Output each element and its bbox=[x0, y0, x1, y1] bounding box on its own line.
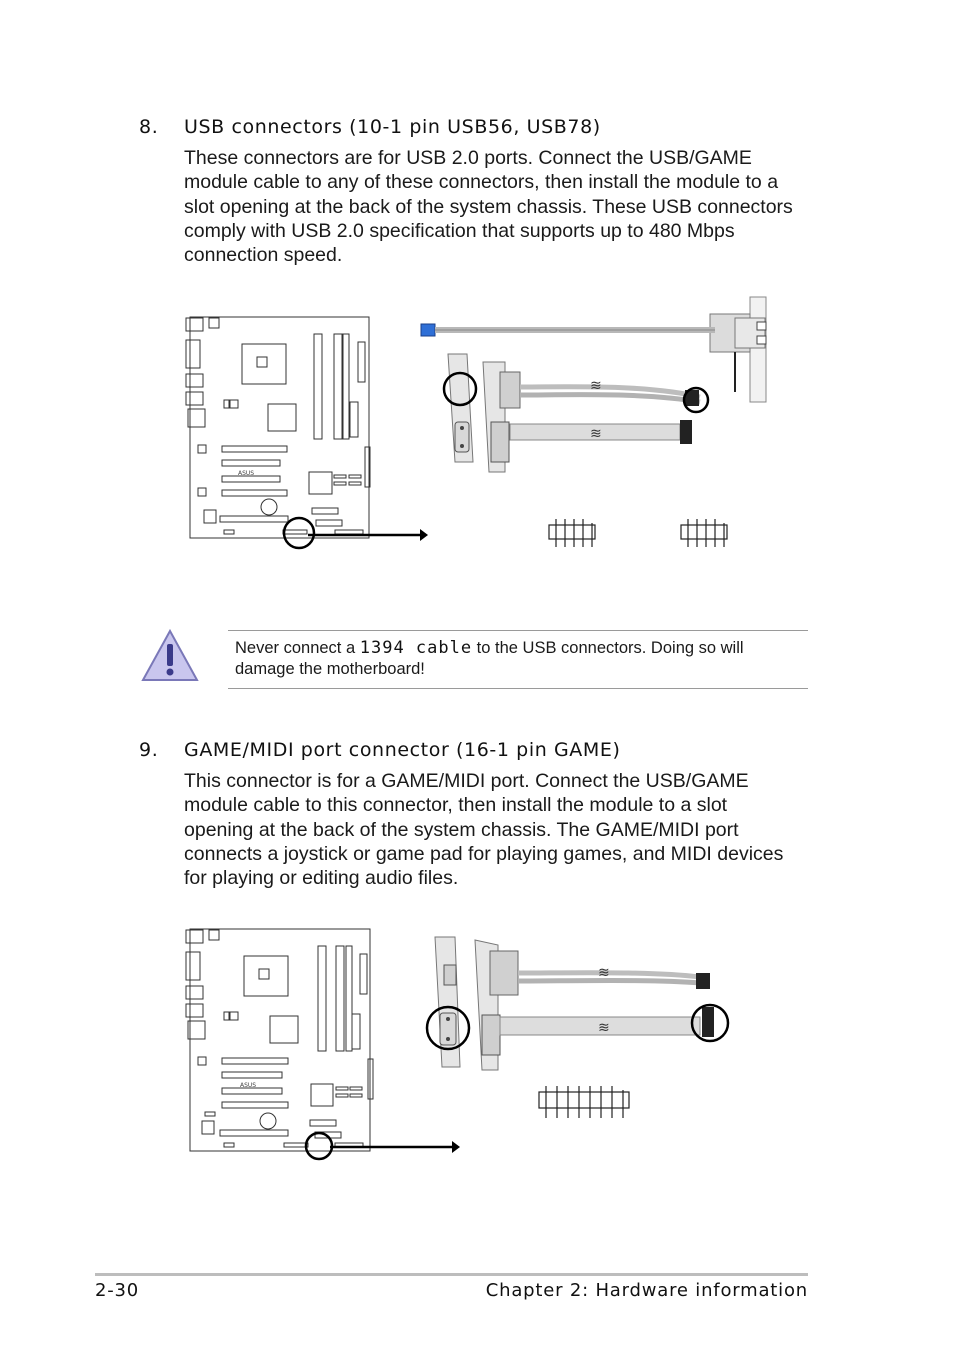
game-pin-header bbox=[538, 1084, 633, 1120]
footer-rule bbox=[95, 1273, 808, 1276]
section-8-line: module cable to any of these connectors, then install the module to a bbox=[184, 171, 779, 194]
section-8-line: connection speed. bbox=[184, 244, 343, 267]
section-9-line: connects a joystick or game pad for playing games, and MIDI devices bbox=[184, 842, 784, 865]
svg-text:ASUS: ASUS bbox=[238, 470, 255, 477]
warning-highlight: 1394 cable bbox=[359, 638, 473, 658]
section-8-line: These connectors are for USB 2.0 ports. Connect the USB/GAME bbox=[184, 147, 752, 169]
page-number: 2-30 bbox=[95, 1280, 140, 1301]
section-8-title: USB connectors (10-1 pin USB56, USB78) bbox=[184, 116, 601, 138]
section-9-number: 9. bbox=[139, 739, 159, 761]
warning-top-rule bbox=[228, 630, 808, 631]
section-9-line: This connector is for a GAME/MIDI port. Connect the USB/GAME bbox=[184, 770, 749, 792]
svg-text:≋: ≋ bbox=[598, 965, 610, 981]
section-8-heading bbox=[139, 116, 601, 138]
section-9-heading bbox=[139, 739, 621, 761]
warning-text bbox=[235, 638, 805, 680]
svg-text:≋: ≋ bbox=[590, 426, 602, 442]
section-8-body bbox=[184, 146, 824, 267]
section-8-line: comply with USB 2.0 specification that supports up to 480 Mbps bbox=[184, 219, 735, 242]
usb-pin-header-right bbox=[680, 519, 730, 549]
usb-pin-header-left bbox=[548, 519, 598, 549]
svg-text:ASUS: ASUS bbox=[240, 1082, 257, 1089]
warning-text-after: to the USB connectors. Doing so will bbox=[472, 639, 744, 657]
section-9-line: module cable to this connector, then install the module to a slot bbox=[184, 794, 728, 817]
warning-triangle-icon bbox=[140, 628, 200, 684]
warning-line-2: damage the motherboard! bbox=[235, 660, 425, 678]
section-8-number: 8. bbox=[139, 116, 159, 138]
game-module-cable-diagram bbox=[420, 935, 740, 1075]
warning-text-before: Never connect a bbox=[235, 639, 360, 657]
svg-text:≋: ≋ bbox=[590, 378, 602, 394]
svg-text:≋: ≋ bbox=[598, 1020, 610, 1036]
warning-bottom-rule bbox=[228, 688, 808, 689]
section-9-title: GAME/MIDI port connector (16-1 pin GAME) bbox=[184, 739, 621, 761]
usb-module-cable-diagram bbox=[415, 292, 775, 462]
section-9-body bbox=[184, 769, 824, 890]
usb-motherboard-diagram bbox=[180, 312, 430, 547]
section-9-line: opening at the back of the system chassis. The GAME/MIDI port bbox=[184, 818, 739, 841]
section-8-line: slot opening at the back of the system chassis. These USB connectors bbox=[184, 195, 793, 218]
warning-line-1 bbox=[235, 638, 805, 659]
section-9-line: for playing or editing audio files. bbox=[184, 867, 459, 890]
chapter-title: Chapter 2: Hardware information bbox=[485, 1280, 808, 1301]
